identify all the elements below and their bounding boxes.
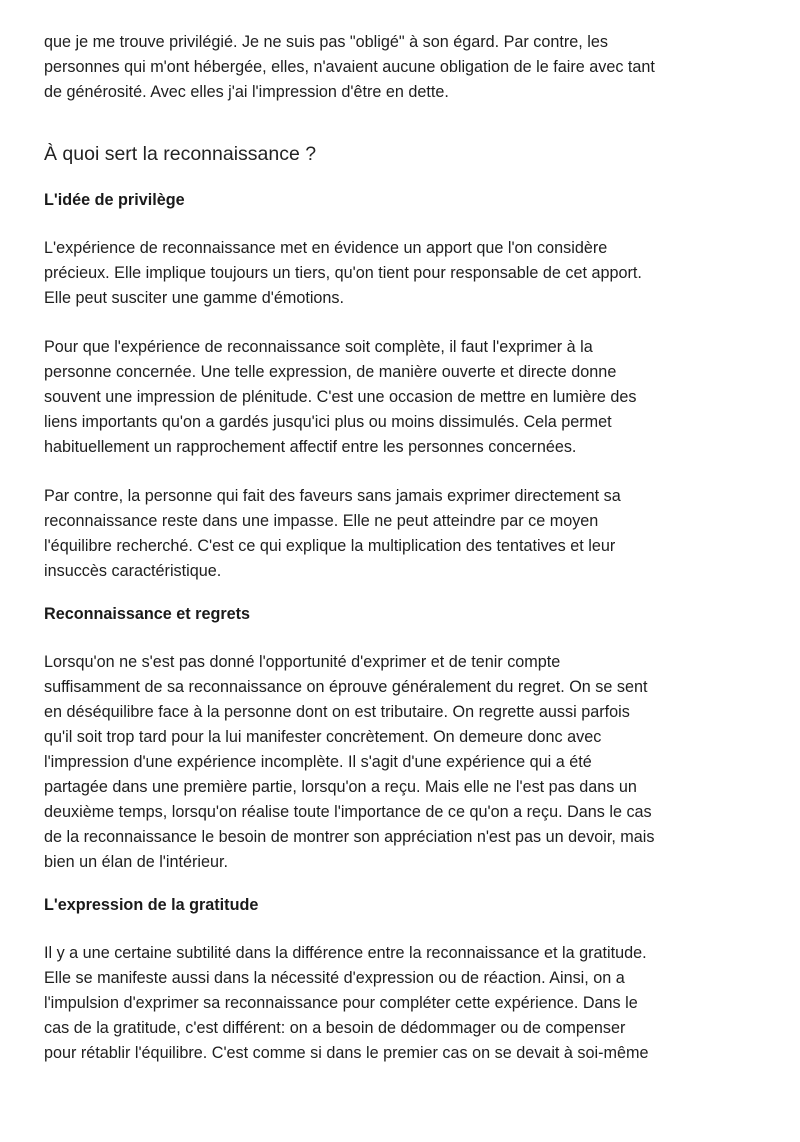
text-line: cas de la gratitude, c'est différent: on a besoin de dédommager ou de compenser: [44, 1019, 626, 1037]
text-line: souvent une impression de plénitude. C'est une occasion de mettre en lumière des: [44, 388, 637, 406]
paragraph: [44, 484, 764, 584]
text-line: habituellement un rapprochement affectif entre les personnes concernées.: [44, 438, 577, 456]
section-title: À quoi sert la reconnaissance ?: [44, 143, 317, 165]
subsection-heading-gratitude: L'expression de la gratitude: [44, 896, 259, 914]
text-line: L'expérience de reconnaissance met en évidence un apport que l'on considère: [44, 239, 608, 257]
text-line: qu'il soit trop tard pour la lui manifester concrètement. On demeure donc avec: [44, 728, 602, 746]
paragraph: [44, 236, 764, 311]
text-line: Elle se manifeste aussi dans la nécessité d'expression ou de réaction. Ainsi, on a: [44, 969, 625, 987]
text-line: l'impression d'une expérience incomplète. Il s'agit d'une expérience qui a été: [44, 753, 592, 771]
text-line: Par contre, la personne qui fait des faveurs sans jamais exprimer directement sa: [44, 487, 621, 505]
text-line: deuxième temps, lorsqu'on réalise toute l'importance de ce qu'on a reçu. Dans le cas: [44, 803, 652, 821]
subsection-heading-privilege: L'idée de privilège: [44, 191, 185, 209]
text-line: personnes qui m'ont hébergée, elles, n'avaient aucune obligation de le faire avec tant: [44, 58, 655, 76]
text-line: de la reconnaissance le besoin de montrer son appréciation n'est pas un devoir, mais: [44, 828, 655, 846]
text-line: personne concernée. Une telle expression, de manière ouverte et directe donne: [44, 363, 617, 381]
text-line: Il y a une certaine subtilité dans la différence entre la reconnaissance et la gratitude.: [44, 944, 647, 962]
text-line: insuccès caractéristique.: [44, 562, 222, 580]
text-line: l'équilibre recherché. C'est ce qui explique la multiplication des tentatives et leur: [44, 537, 616, 555]
text-line: Elle peut susciter une gamme d'émotions.: [44, 289, 345, 307]
text-line: pour rétablir l'équilibre. C'est comme si dans le premier cas on se devait à soi-même: [44, 1044, 649, 1062]
text-line: reconnaissance reste dans une impasse. Elle ne peut atteindre par ce moyen: [44, 512, 599, 530]
text-line: de générosité. Avec elles j'ai l'impression d'être en dette.: [44, 83, 449, 101]
text-line: en déséquilibre face à la personne dont on est tributaire. On regrette aussi parfois: [44, 703, 630, 721]
document-page: [44, 30, 764, 1066]
text-line: que je me trouve privilégié. Je ne suis pas "obligé" à son égard. Par contre, les: [44, 33, 608, 51]
text-line: Lorsqu'on ne s'est pas donné l'opportunité d'exprimer et de tenir compte: [44, 653, 561, 671]
subsection-heading-regrets: Reconnaissance et regrets: [44, 605, 251, 623]
text-line: Pour que l'expérience de reconnaissance soit complète, il faut l'exprimer à la: [44, 338, 593, 356]
paragraph: [44, 941, 764, 1066]
paragraph: [44, 650, 764, 875]
text-line: bien un élan de l'intérieur.: [44, 853, 228, 871]
paragraph: [44, 335, 764, 460]
intro-paragraph: [44, 30, 764, 105]
text-line: suffisamment de sa reconnaissance on éprouve généralement du regret. On se sent: [44, 678, 648, 696]
text-line: partagée dans une première partie, lorsqu'on a reçu. Mais elle ne l'est pas dans un: [44, 778, 637, 796]
text-line: précieux. Elle implique toujours un tiers, qu'on tient pour responsable de cet apport.: [44, 264, 642, 282]
text-line: liens importants qu'on a gardés jusqu'ici plus ou moins dissimulés. Cela permet: [44, 413, 612, 431]
text-line: l'impulsion d'exprimer sa reconnaissance pour compléter cette expérience. Dans le: [44, 994, 638, 1012]
